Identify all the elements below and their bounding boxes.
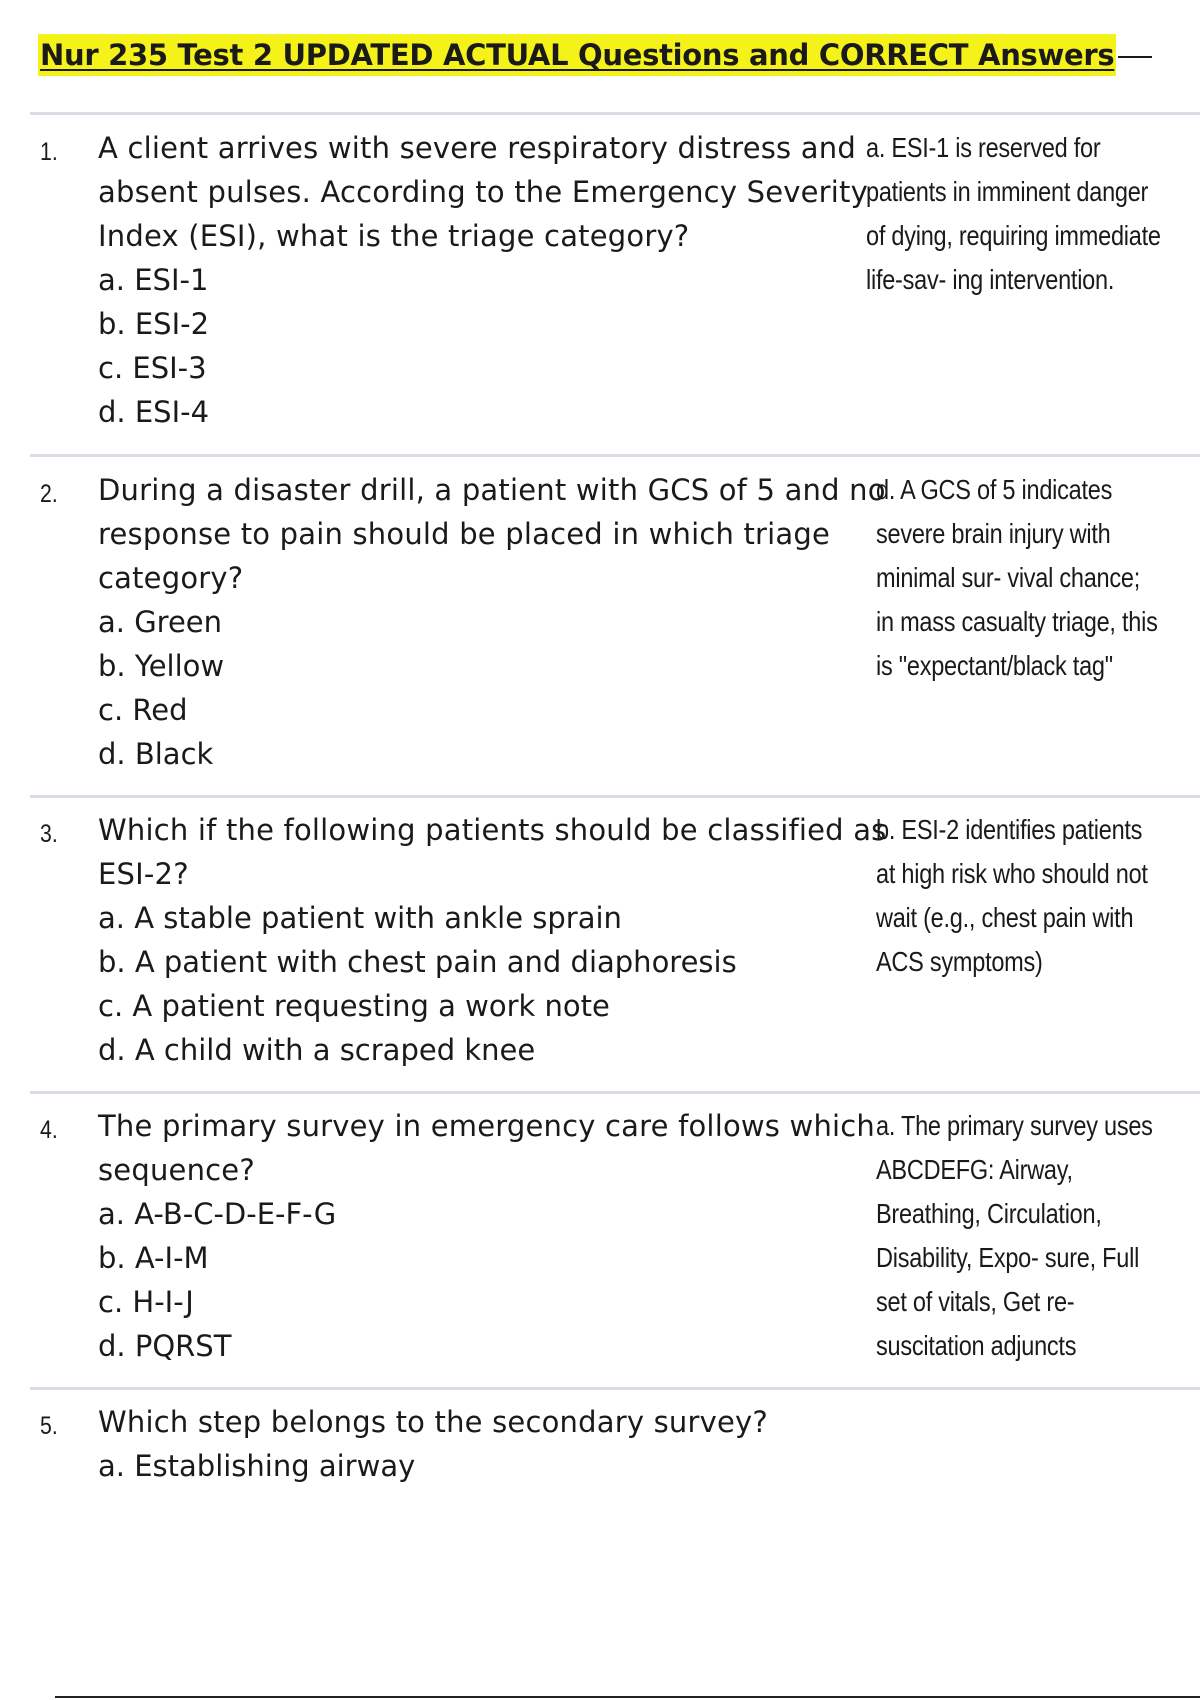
question-number: 1. xyxy=(40,138,58,166)
option-c: c. A patient requesting a work note xyxy=(98,989,610,1023)
answer-explanation: d. A GCS of 5 indicates severe brain injury with minimal sur- vival chance; in mass casualty triage, this is "expectant/black tag" xyxy=(876,474,1158,681)
question-number: 5. xyxy=(40,1412,58,1440)
answer-explanation: b. ESI-2 identifies patients at high risk who should not wait (e.g., chest pain with ACS symptoms) xyxy=(876,814,1148,977)
option-a: a. Green xyxy=(98,605,223,639)
question-text: Which if the following patients should be classified as ESI-2? xyxy=(98,813,887,891)
option-b: b. A-I-M xyxy=(98,1241,209,1275)
option-d: d. ESI-4 xyxy=(98,395,210,429)
option-a: a. A stable patient with ankle sprain xyxy=(98,901,622,935)
document-title: Nur 235 Test 2 UPDATED ACTUAL Questions and CORRECT Answers xyxy=(38,34,1116,76)
option-a: a. A-B-C-D-E-F-G xyxy=(98,1197,337,1231)
footer-rule xyxy=(55,1696,1200,1698)
title-dash xyxy=(1118,56,1152,58)
divider xyxy=(30,1387,1200,1390)
option-b: b. Yellow xyxy=(98,649,225,683)
option-d: d. PQRST xyxy=(98,1329,232,1363)
option-a: a. ESI-1 xyxy=(98,263,209,297)
question-body xyxy=(98,1104,888,1368)
divider xyxy=(30,112,1200,115)
option-c: c. ESI-3 xyxy=(98,351,207,385)
question-text: Which step belongs to the secondary survey? xyxy=(98,1405,768,1439)
question-number: 3. xyxy=(40,820,58,848)
question-text: A client arrives with severe respiratory distress and absent pulses. According to the Emergency Severity Index (ESI), what is the triage category? xyxy=(98,131,868,253)
question-body xyxy=(98,468,888,776)
question-body xyxy=(98,126,888,434)
divider xyxy=(30,454,1200,457)
question-text: During a disaster drill, a patient with GCS of 5 and no response to pain should be placed in which triage category? xyxy=(98,473,886,595)
divider xyxy=(30,795,1200,798)
question-body xyxy=(98,1400,888,1488)
option-d: d. A child with a scraped knee xyxy=(98,1033,536,1067)
option-a: a. Establishing airway xyxy=(98,1449,416,1483)
option-d: d. Black xyxy=(98,737,214,771)
question-body xyxy=(98,808,888,1072)
option-c: c. H-I-J xyxy=(98,1285,194,1319)
answer-explanation: a. The primary survey uses ABCDEFG: Airway, Breathing, Circulation, Disability, Expo- sure, Full set of vitals, Get re- suscitation adjuncts xyxy=(876,1110,1153,1361)
answer-explanation: a. ESI-1 is reserved for patients in imminent danger of dying, requiring immediate life-sav- ing intervention. xyxy=(866,132,1161,295)
option-b: b. A patient with chest pain and diaphoresis xyxy=(98,945,737,979)
title-wrap xyxy=(38,34,1152,76)
option-c: c. Red xyxy=(98,693,188,727)
question-number: 2. xyxy=(40,480,58,508)
option-b: b. ESI-2 xyxy=(98,307,210,341)
question-number: 4. xyxy=(40,1116,58,1144)
divider xyxy=(30,1091,1200,1094)
question-text: The primary survey in emergency care follows which sequence? xyxy=(98,1109,876,1187)
